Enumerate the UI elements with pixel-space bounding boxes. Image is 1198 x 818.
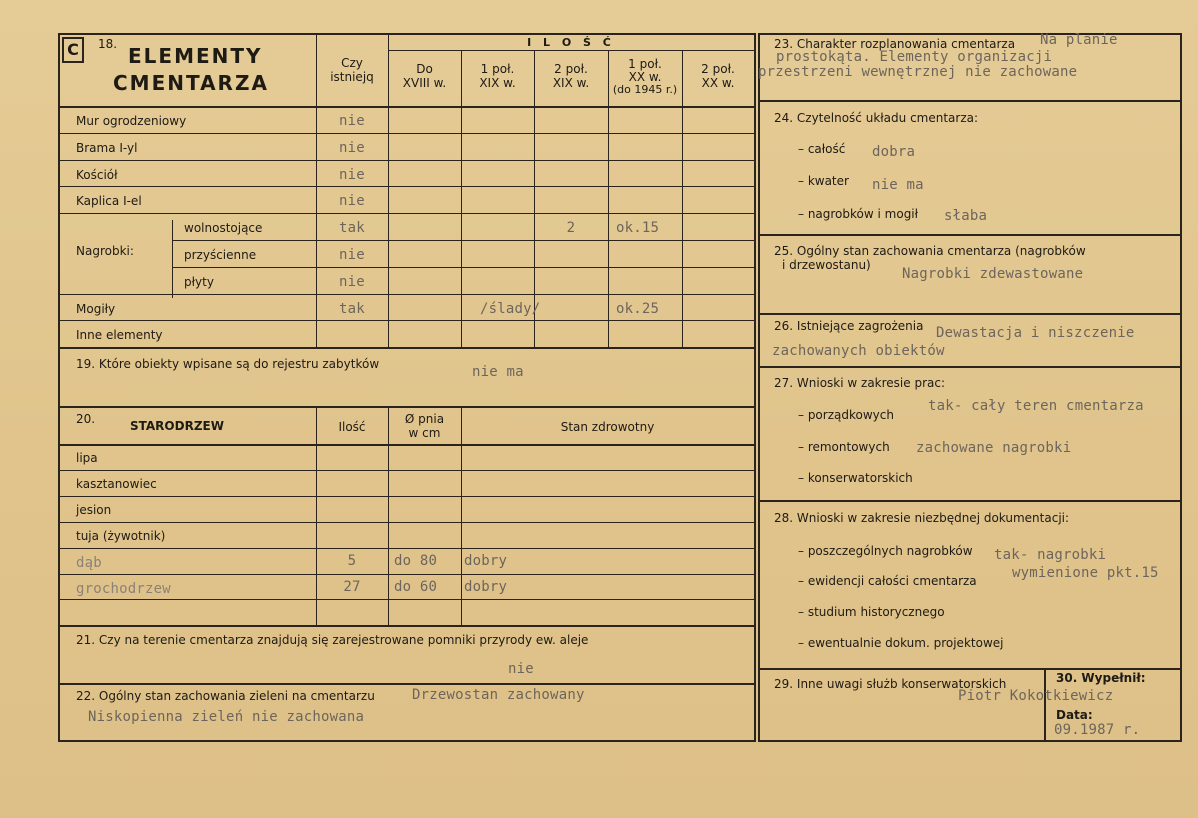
element-row-exists: tak bbox=[339, 301, 365, 317]
grid-line bbox=[388, 406, 389, 625]
section-20-title: STARODRZEW bbox=[130, 419, 224, 433]
tree-row-name: lipa bbox=[76, 451, 98, 465]
q24-item-whole: – całość bbox=[798, 142, 846, 156]
period-col-label: 1 poł. bbox=[628, 57, 662, 71]
col-qty-label: Ilość bbox=[338, 420, 366, 434]
grid-line bbox=[172, 220, 173, 298]
element-row-label: Mogiły bbox=[76, 302, 116, 316]
grid-line bbox=[58, 213, 754, 214]
grid-line bbox=[58, 320, 754, 321]
frame-line bbox=[58, 33, 756, 35]
grid-line bbox=[758, 366, 1182, 368]
element-row-value: ok.15 bbox=[616, 220, 660, 236]
grid-line bbox=[58, 347, 756, 349]
q21-label: 21. Czy na terenie cmentarza znajdują się zarejestrowane pomniki przyrody ew. aleje bbox=[76, 633, 589, 647]
frame-line bbox=[758, 33, 760, 742]
col-diam-label-1: Ø pnia bbox=[404, 412, 445, 426]
q23-answer-line2: prostokąta. Elementy organizacji bbox=[776, 49, 1053, 65]
period-col-label: 1 poł. bbox=[480, 62, 515, 76]
section-18-title-line2: CMENTARZA bbox=[113, 71, 269, 95]
element-row-exists: nie bbox=[339, 113, 365, 129]
grid-line bbox=[58, 444, 756, 446]
grid-line bbox=[58, 133, 754, 134]
tree-row-diameter: do 60 bbox=[394, 579, 438, 595]
tree-row-qty: 27 bbox=[343, 579, 361, 595]
q22-label: 22. Ogólny stan zachowania zieleni na cmentarzu bbox=[76, 689, 375, 703]
q29-label: 29. Inne uwagi służb konserwatorskich bbox=[774, 677, 1007, 691]
grid-line bbox=[758, 500, 1182, 502]
q24-answer-quarters: nie ma bbox=[872, 177, 924, 193]
q19-answer: nie ma bbox=[472, 364, 524, 380]
grid-line bbox=[58, 548, 754, 549]
grid-line bbox=[58, 683, 756, 685]
q26-answer-line2: zachowanych obiektów bbox=[772, 343, 945, 359]
tree-row-name: kasztanowiec bbox=[76, 477, 157, 491]
element-row-label: Kaplica I-el bbox=[76, 194, 142, 208]
grid-line bbox=[758, 668, 1182, 670]
col-diam-label-2: w cm bbox=[408, 426, 441, 440]
grid-line bbox=[58, 574, 754, 575]
element-row-exists: nie bbox=[339, 193, 365, 209]
element-row-label: Brama I-yl bbox=[76, 141, 138, 155]
grid-line bbox=[58, 496, 754, 497]
element-row-value: /ślady/ bbox=[480, 301, 541, 317]
q28-item-history: – studium historycznego bbox=[798, 605, 945, 619]
q23-answer-line3: przestrzeni wewnętrznej nie zachowane bbox=[758, 64, 1078, 80]
frame-line bbox=[1180, 33, 1182, 742]
element-row-exists: nie bbox=[339, 140, 365, 156]
grid-line bbox=[758, 313, 1182, 315]
period-col-label: XX w. bbox=[701, 76, 735, 90]
tree-row-name: jesion bbox=[76, 503, 112, 517]
period-col-label: Do bbox=[416, 62, 433, 76]
period-col-label: XIX w. bbox=[552, 76, 590, 90]
q22-answer-line2: Niskopienna zieleń nie zachowana bbox=[88, 709, 365, 725]
q30-date: 09.1987 r. bbox=[1054, 722, 1141, 738]
q27-answer-repair: zachowane nagrobki bbox=[916, 440, 1072, 456]
element-row-value: 2 bbox=[566, 220, 576, 236]
section-letter-box: C bbox=[62, 37, 84, 63]
q24-answer-whole: dobra bbox=[872, 144, 916, 160]
q21-answer: nie bbox=[508, 661, 534, 677]
grid-line bbox=[58, 160, 754, 161]
period-col-label: XIX w. bbox=[479, 76, 516, 90]
tree-row-diameter: do 80 bbox=[394, 553, 438, 569]
q28-item-gravestones: – poszczególnych nagrobków bbox=[798, 544, 973, 558]
grid-line bbox=[58, 106, 756, 108]
element-row-sublabel: wolnostojące bbox=[184, 221, 263, 235]
q22-answer-line1: Drzewostan zachowany bbox=[412, 687, 585, 703]
grid-line bbox=[58, 522, 754, 523]
grid-line bbox=[58, 599, 754, 600]
tree-row-name: dąb bbox=[76, 555, 102, 571]
q27-item-conservation: – konserwatorskich bbox=[798, 471, 913, 485]
tree-row-health: dobry bbox=[464, 553, 508, 569]
element-row-value: ok.25 bbox=[616, 301, 660, 317]
frame-line bbox=[754, 33, 756, 742]
element-row-label: Inne elementy bbox=[76, 328, 163, 342]
grid-line bbox=[172, 267, 754, 268]
q27-answer-cleanup: tak- cały teren cmentarza bbox=[928, 398, 1144, 414]
q27-item-cleanup: – porządkowych bbox=[798, 408, 894, 422]
tree-row-name: grochodrzew bbox=[76, 581, 171, 597]
col-exists-label-1: Czy bbox=[341, 56, 363, 70]
q23-answer-line1: Na planie bbox=[1040, 32, 1118, 48]
q30-name: Piotr Kokotkiewicz bbox=[958, 688, 1114, 704]
grid-line bbox=[461, 406, 462, 625]
section-18-title-line1: ELEMENTY bbox=[128, 44, 263, 68]
tree-row-qty: 5 bbox=[347, 553, 357, 569]
period-col-label: XVIII w. bbox=[402, 76, 447, 90]
element-row-sublabel: przyścienne bbox=[184, 248, 257, 262]
q25-label-line2: i drzewostanu) bbox=[782, 258, 871, 272]
q25-answer: Nagrobki zdewastowane bbox=[902, 266, 1084, 282]
col-exists-label-2: istniejq bbox=[330, 70, 374, 84]
tree-row-health: dobry bbox=[464, 579, 508, 595]
element-row-exists: tak bbox=[339, 220, 365, 236]
element-row-sublabel: płyty bbox=[184, 275, 214, 289]
grid-line bbox=[58, 470, 754, 471]
element-row-label: Nagrobki: bbox=[76, 244, 134, 258]
grid-line bbox=[758, 234, 1182, 236]
q28-item-design: – ewentualnie dokum. projektowej bbox=[798, 636, 1004, 650]
frame-line bbox=[58, 740, 756, 742]
period-col-label: 2 poł. bbox=[554, 62, 588, 76]
q28-item-inventory: – ewidencji całości cmentarza bbox=[798, 574, 977, 588]
frame-line bbox=[758, 33, 1182, 35]
q23-label: 23. Charakter rozplanowania cmentarza bbox=[774, 37, 1016, 51]
frame-line bbox=[58, 33, 60, 742]
grid-line bbox=[388, 33, 389, 347]
q24-answer-graves: słaba bbox=[944, 208, 988, 224]
q30-date-label: Data: bbox=[1056, 708, 1093, 722]
section-20-number: 20. bbox=[76, 412, 96, 426]
grid-line bbox=[58, 625, 756, 627]
section-18-number: 18. bbox=[98, 37, 118, 51]
frame-line bbox=[758, 740, 1182, 742]
grid-line bbox=[58, 294, 754, 295]
period-col-label: 2 poł. bbox=[701, 62, 735, 76]
grid-line bbox=[1044, 668, 1046, 742]
element-row-exists: nie bbox=[339, 167, 365, 183]
q28-label: 28. Wnioski w zakresie niezbędnej dokumentacji: bbox=[774, 511, 1070, 525]
grid-line bbox=[461, 50, 462, 347]
grid-line bbox=[758, 100, 1182, 102]
grid-line bbox=[316, 33, 317, 347]
q24-label: 24. Czytelność układu cmentarza: bbox=[774, 111, 979, 125]
grid-line bbox=[608, 50, 609, 347]
q25-label-line1: 25. Ogólny stan zachowania cmentarza (nagrobków bbox=[774, 244, 1086, 258]
period-col-label: XX w. bbox=[628, 70, 662, 84]
period-col-label: (do 1945 r.) bbox=[612, 83, 678, 96]
grid-line bbox=[58, 406, 756, 408]
grid-line bbox=[172, 240, 754, 241]
q26-label: 26. Istniejące zagrożenia bbox=[774, 319, 924, 333]
tree-row-name: tuja (żywotnik) bbox=[76, 529, 166, 543]
q26-answer-line1: Dewastacja i niszczenie bbox=[936, 325, 1135, 341]
element-row-exists: nie bbox=[339, 247, 365, 263]
col-health-label: Stan zdrowotny bbox=[560, 420, 655, 434]
q28-answer-gravestones: tak- nagrobki bbox=[994, 547, 1107, 563]
element-row-label: Kościół bbox=[76, 168, 118, 182]
element-row-exists: nie bbox=[339, 274, 365, 290]
q19-label: 19. Które obiekty wpisane są do rejestru zabytków bbox=[76, 357, 380, 371]
q24-item-graves: – nagrobków i mogił bbox=[798, 207, 919, 221]
q27-item-repair: – remontowych bbox=[798, 440, 890, 454]
element-row-label: Mur ogrodzeniowy bbox=[76, 114, 187, 128]
q30-label: 30. Wypełnił: bbox=[1056, 671, 1146, 685]
q28-answer-inventory: wymienione pkt.15 bbox=[1012, 565, 1159, 581]
grid-line bbox=[58, 186, 754, 187]
ilosc-header: I L O Ś Ć bbox=[527, 36, 615, 49]
grid-line bbox=[682, 50, 683, 347]
q24-item-quarters: – kwater bbox=[798, 174, 849, 188]
q27-label: 27. Wnioski w zakresie prac: bbox=[774, 376, 946, 390]
grid-line bbox=[388, 50, 754, 51]
